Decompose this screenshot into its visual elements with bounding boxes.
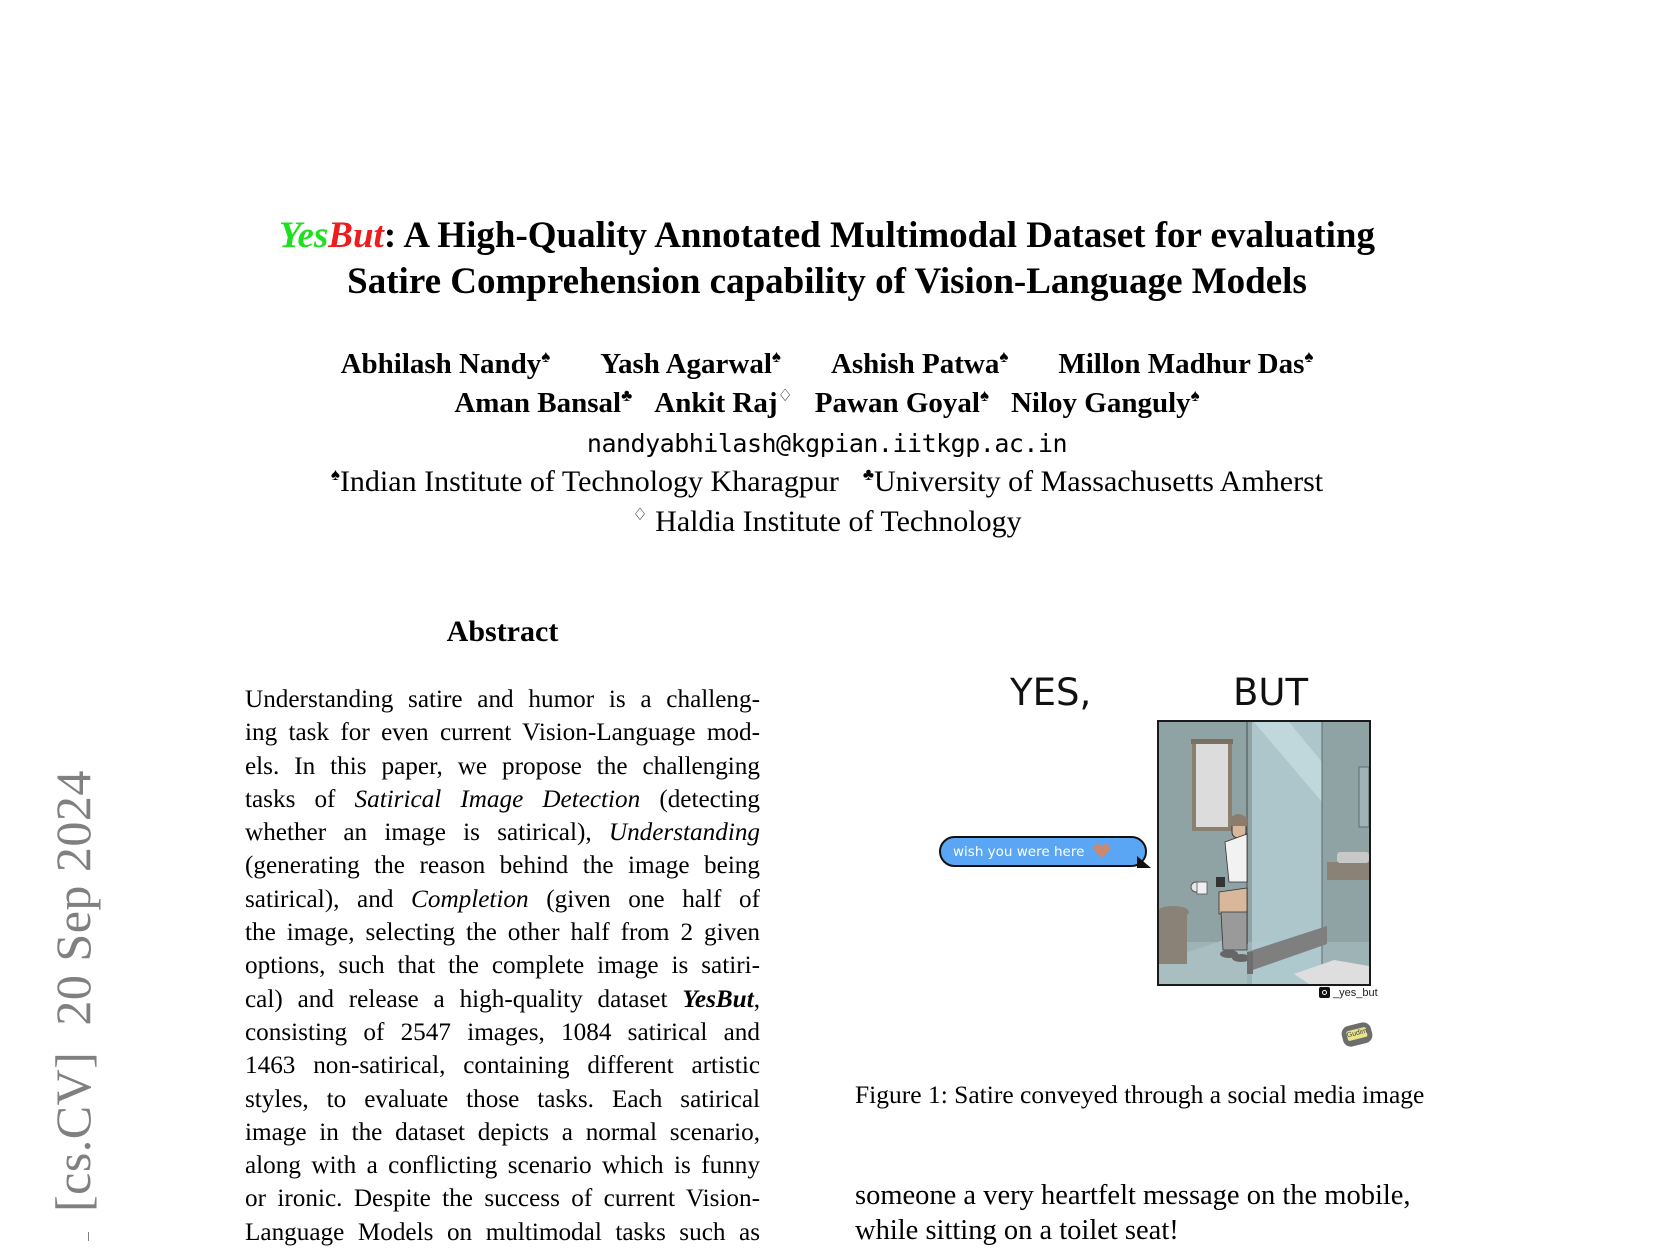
body-text-line-2: while sitting on a toilet seat! <box>855 1215 1179 1246</box>
author-email[interactable]: nandyabhilash@kgpian.iitkgp.ac.in <box>586 429 1068 458</box>
author-name-text: Ashish Patwa <box>830 348 1000 380</box>
affiliation-mark-icon: ♣ <box>621 386 633 405</box>
title-line-1-rest: : A High-Quality Annotated Multimodal Dataset for evaluating <box>383 215 1376 256</box>
author-name <box>1058 347 1314 380</box>
heart-icon <box>1093 844 1111 859</box>
author-name-text: Millon Madhur Das <box>1058 348 1305 380</box>
abstract-line: satirical), and Completion (given one half of <box>245 885 760 913</box>
dataset-name: YesBut <box>682 985 754 1013</box>
abstract-line: cal) and release a high-quality dataset YesBut, <box>245 985 760 1013</box>
author-name <box>830 347 1009 380</box>
affiliation-mark-icon: ♠ <box>999 347 1009 366</box>
affiliations-row-2 <box>0 507 1654 537</box>
affiliation-iit-kgp: Indian Institute of Technology Kharagpur <box>339 465 839 498</box>
figure-label-yes: YES, <box>1010 671 1092 714</box>
instagram-icon <box>1319 987 1330 998</box>
paper-title-line-1 <box>0 217 1654 254</box>
abstract-line: the image, selecting the other half from 2 given <box>245 919 760 947</box>
abstract-line: options, such that the complete image is satiri- <box>245 952 760 980</box>
message-bubble-tail <box>1137 856 1151 868</box>
abstract-body <box>245 683 760 1249</box>
author-name <box>1010 386 1200 419</box>
abstract-line: tasks of Satirical Image Detection (detecting <box>245 785 761 813</box>
abstract-line: els. In this paper, we propose the challenging <box>245 752 760 780</box>
author-name-text: Yash Agarwal <box>600 348 772 380</box>
affiliations-row-1 <box>0 467 1654 497</box>
author-name <box>814 386 989 419</box>
emphasis-text: Satirical Image Detection <box>354 785 641 813</box>
authors-row-2 <box>0 386 1654 419</box>
author-name-text: Pawan Goyal <box>814 387 980 419</box>
abstract-line: consisting of 2547 images, 1084 satirical and <box>245 1018 760 1046</box>
author-name-text: Niloy Ganguly <box>1010 387 1191 419</box>
title-yes: Yes <box>278 215 329 256</box>
image-credit <box>1319 987 1378 999</box>
abstract-line: along with a conflicting scenario which is funny <box>245 1152 760 1180</box>
author-name-text: Aman Bansal <box>454 387 622 419</box>
body-text-line-1: someone a very heartfelt message on the mobile, <box>855 1180 1411 1211</box>
comic-panel-bathroom <box>1157 720 1371 986</box>
figure-caption: Figure 1: Satire conveyed through a social media image <box>855 1080 1425 1109</box>
badge-text: Gudim <box>1346 1027 1368 1040</box>
abstract-line: or ironic. Despite the success of current Vision- <box>245 1185 760 1213</box>
spade-mark-icon: ♠ <box>330 465 340 484</box>
authors-row-1 <box>0 347 1654 380</box>
author-name <box>454 386 633 419</box>
figure-label-but: BUT <box>1233 671 1309 714</box>
author-name <box>600 347 781 380</box>
diamond-mark-icon: ♢ <box>632 505 648 524</box>
abstract-line: whether an image is satirical), Understanding <box>245 819 760 847</box>
emphasis-text: Understanding <box>608 819 760 847</box>
bathroom-illustration <box>1159 722 1369 984</box>
abstract-line: Understanding satire and humor is a challeng- <box>245 686 760 713</box>
credit-handle: _yes_but <box>1333 987 1378 999</box>
author-name <box>340 347 551 380</box>
arxiv-id-fragment <box>88 1232 89 1241</box>
abstract-line: (generating the reason behind the image being <box>245 852 760 880</box>
artist-badge <box>1340 1021 1374 1049</box>
affiliation-mark-icon: ♠ <box>979 386 989 405</box>
affiliation-mark-icon: ♠ <box>1304 347 1314 366</box>
affiliation-mark-icon: ♠ <box>541 347 551 366</box>
abstract-line: ing task for even current Vision-Language mod- <box>245 719 760 747</box>
arxiv-category: [cs.CV] <box>45 1051 101 1212</box>
emphasis-text: Completion <box>411 885 529 913</box>
author-name <box>654 386 793 419</box>
affiliation-haldia: Haldia Institute of Technology <box>647 505 1022 538</box>
club-mark-icon: ♣ <box>862 465 874 484</box>
abstract-line: styles, to evaluate those tasks. Each satirical <box>245 1085 760 1113</box>
author-name-text: Abhilash Nandy <box>340 348 542 380</box>
affiliation-mark-icon: ♠ <box>771 347 781 366</box>
author-name-text: Ankit Raj <box>654 387 778 419</box>
affiliation-mark-icon: ♢ <box>777 386 793 405</box>
paper-title-line-2: Satire Comprehension capability of Vision-Language Models <box>347 261 1307 302</box>
abstract-line: Language Models on multimodal tasks such as <box>245 1218 760 1246</box>
message-text: wish you were here <box>953 844 1085 860</box>
abstract-line: 1463 non-satirical, containing different artistic <box>245 1052 760 1080</box>
title-but: But <box>328 215 384 256</box>
abstract-line: image in the dataset depicts a normal scenario, <box>245 1118 760 1146</box>
affiliation-umass: University of Massachusetts Amherst <box>873 465 1324 498</box>
affiliation-mark-icon: ♠ <box>1190 386 1200 405</box>
abstract-heading: Abstract <box>446 615 559 648</box>
arxiv-date: 20 Sep 2024 <box>45 770 101 1026</box>
message-bubble <box>939 836 1147 867</box>
arxiv-stamp <box>45 770 101 1212</box>
